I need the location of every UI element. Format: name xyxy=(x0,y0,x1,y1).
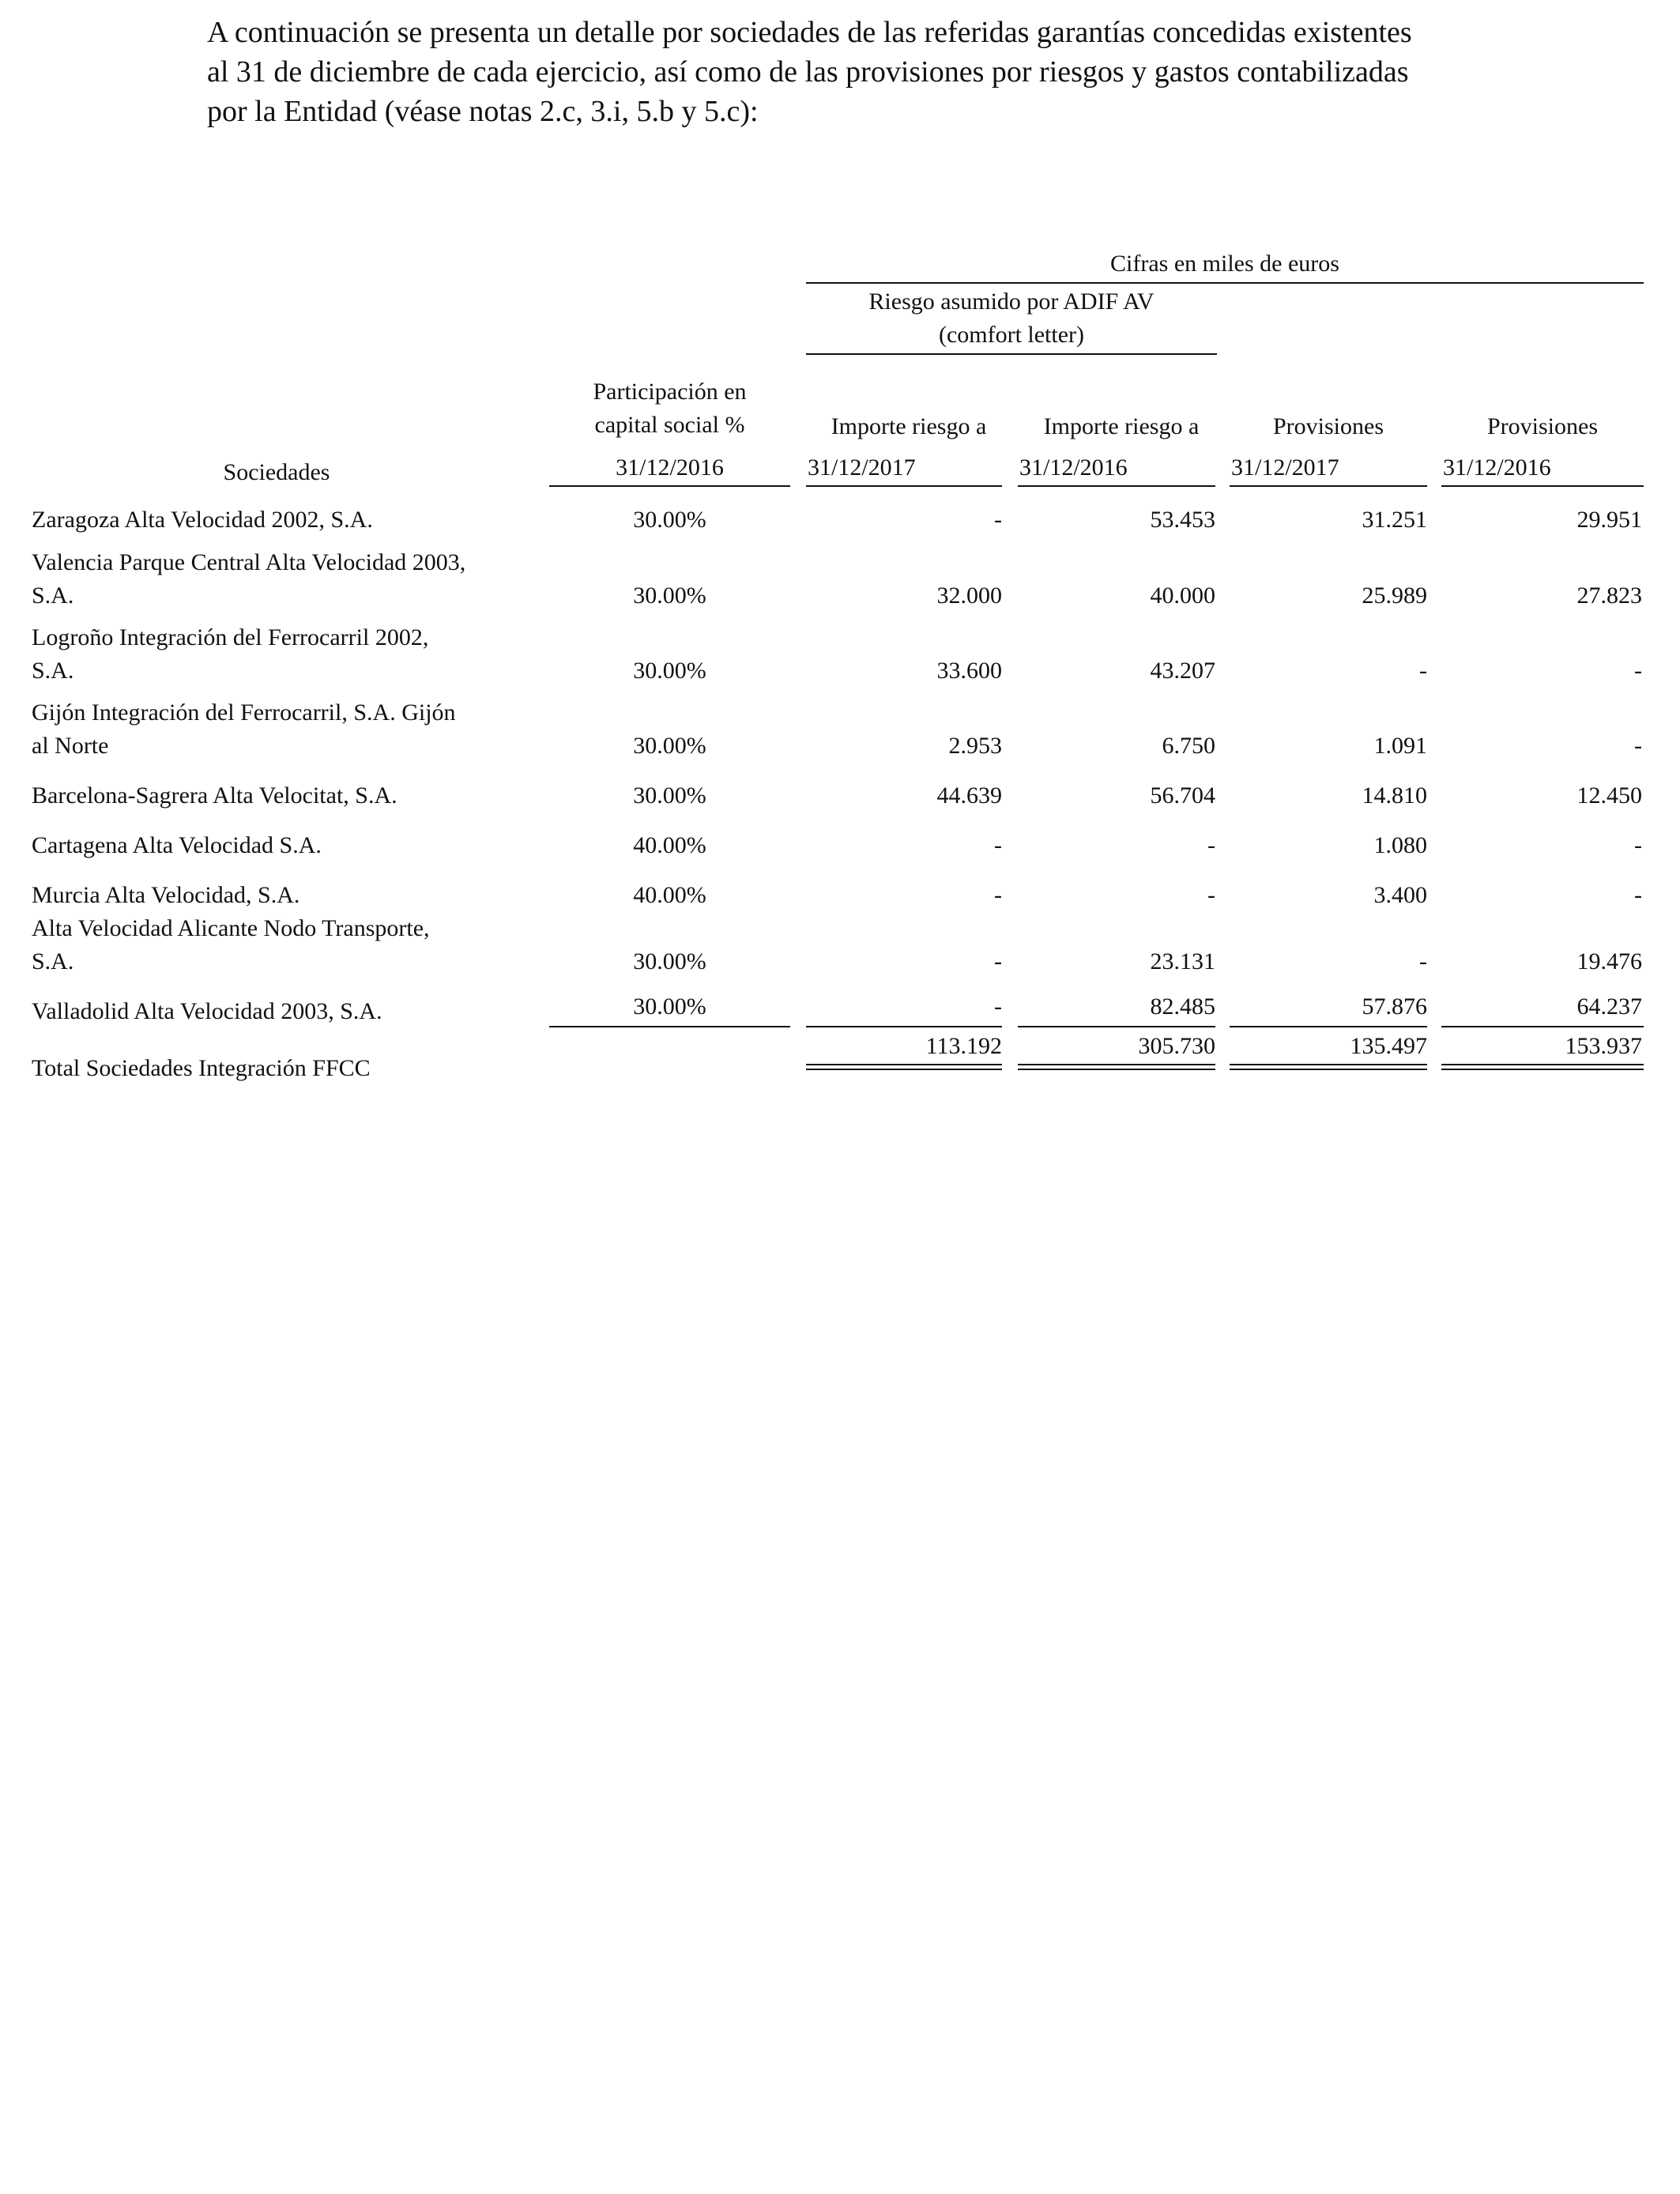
subtotal-rule xyxy=(1230,1026,1427,1027)
row-participacion: 30.00% xyxy=(633,993,706,1020)
row-prov-2016: - xyxy=(1634,658,1642,684)
header-rule xyxy=(1230,485,1427,487)
row-prov-2016: - xyxy=(1634,882,1642,908)
intro-paragraph xyxy=(207,13,1550,131)
total-double-rule xyxy=(1018,1064,1215,1070)
row-company-name-cont: al Norte xyxy=(32,733,109,759)
row-company-name-cont: S.A. xyxy=(32,658,74,684)
row-importe-2016: - xyxy=(1207,882,1215,908)
row-importe-2016: 82.485 xyxy=(1150,993,1215,1020)
header-rule xyxy=(549,485,790,487)
row-importe-2017: 32.000 xyxy=(936,582,1002,609)
col-header-prov-2016-date: 31/12/2016 xyxy=(1443,454,1551,481)
row-importe-2017: - xyxy=(994,993,1002,1020)
row-company-name: Barcelona-Sagrera Alta Velocitat, S.A. xyxy=(32,782,397,809)
row-prov-2016: - xyxy=(1634,832,1642,858)
row-importe-2017: - xyxy=(994,948,1002,974)
total-double-rule xyxy=(806,1064,1002,1070)
total-double-rule xyxy=(1230,1064,1427,1070)
row-prov-2016: 64.237 xyxy=(1576,993,1642,1020)
row-importe-2016: 23.131 xyxy=(1150,948,1215,974)
header-rule xyxy=(1441,485,1644,487)
subtotal-rule xyxy=(549,1026,790,1027)
col-header-importe-2017: Importe riesgo a xyxy=(831,413,987,439)
row-participacion: 40.00% xyxy=(633,832,706,858)
row-importe-2016: 53.453 xyxy=(1150,507,1215,533)
header-rule xyxy=(1018,485,1215,487)
units-header: Cifras en miles de euros xyxy=(1110,251,1339,277)
row-prov-2017: 25.989 xyxy=(1362,582,1427,609)
row-company-name: Logroño Integración del Ferrocarril 2002, xyxy=(32,624,429,650)
row-company-name: Zaragoza Alta Velocidad 2002, S.A. xyxy=(32,507,373,533)
col-header-prov-2017: Provisiones xyxy=(1272,413,1384,439)
row-prov-2017: 1.091 xyxy=(1373,733,1427,759)
row-importe-2016: 56.704 xyxy=(1150,782,1215,809)
row-company-name: Valladolid Alta Velocidad 2003, S.A. xyxy=(32,998,382,1024)
row-importe-2017: - xyxy=(994,882,1002,908)
risk-header-line2: (comfort letter) xyxy=(938,322,1085,348)
row-company-name-cont: S.A. xyxy=(32,582,74,609)
total-label: Total Sociedades Integración FFCC xyxy=(32,1055,371,1081)
total-prov-2016: 153.937 xyxy=(1565,1033,1642,1059)
total-double-rule xyxy=(1441,1064,1644,1070)
row-participacion: 30.00% xyxy=(633,948,706,974)
row-company-name: Murcia Alta Velocidad, S.A. xyxy=(32,882,300,908)
row-company-name: Alta Velocidad Alicante Nodo Transporte, xyxy=(32,915,430,941)
row-prov-2016: 12.450 xyxy=(1576,782,1642,809)
row-prov-2016: 27.823 xyxy=(1576,582,1642,609)
col-header-importe-2016: Importe riesgo a xyxy=(1043,413,1200,439)
col-header-prov-2016: Provisiones xyxy=(1486,413,1598,439)
col-header-participacion-line2: capital social % xyxy=(594,412,745,438)
col-header-sociedades: Sociedades xyxy=(223,459,330,485)
row-participacion: 30.00% xyxy=(633,782,706,809)
subtotal-rule xyxy=(1441,1026,1644,1027)
row-participacion: 30.00% xyxy=(633,507,706,533)
subtotal-rule xyxy=(1018,1026,1215,1027)
row-prov-2017: 57.876 xyxy=(1362,993,1427,1020)
col-header-prov-2017-date: 31/12/2017 xyxy=(1231,454,1339,481)
row-prov-2016: 19.476 xyxy=(1576,948,1642,974)
row-prov-2017: 14.810 xyxy=(1362,782,1427,809)
row-company-name: Gijón Integración del Ferrocarril, S.A. Gijón xyxy=(32,699,456,726)
subtotal-rule xyxy=(806,1026,1002,1027)
total-importe-2016: 305.730 xyxy=(1138,1033,1215,1059)
risk-header-rule xyxy=(806,353,1217,355)
row-prov-2016: - xyxy=(1634,733,1642,759)
row-company-name: Valencia Parque Central Alta Velocidad 2003, xyxy=(32,549,466,575)
intro-line: por la Entidad (véase notas 2.c, 3.i, 5.b y 5.c): xyxy=(207,95,759,128)
col-header-importe-2017-date: 31/12/2017 xyxy=(808,454,916,481)
row-prov-2016: 29.951 xyxy=(1576,507,1642,533)
row-prov-2017: - xyxy=(1419,658,1427,684)
row-importe-2016: 40.000 xyxy=(1150,582,1215,609)
total-importe-2017: 113.192 xyxy=(925,1033,1002,1059)
col-header-importe-2016-date: 31/12/2016 xyxy=(1019,454,1128,481)
row-company-name-cont: S.A. xyxy=(32,948,74,974)
row-prov-2017: - xyxy=(1419,948,1427,974)
row-prov-2017: 31.251 xyxy=(1362,507,1427,533)
row-importe-2017: - xyxy=(994,832,1002,858)
col-header-participacion-date: 31/12/2016 xyxy=(616,454,724,481)
intro-line: al 31 de diciembre de cada ejercicio, así como de las provisiones por riesgos y gastos contabilizadas xyxy=(207,55,1409,89)
row-importe-2017: 33.600 xyxy=(936,658,1002,684)
row-importe-2017: - xyxy=(994,507,1002,533)
row-importe-2017: 2.953 xyxy=(948,733,1002,759)
row-importe-2017: 44.639 xyxy=(936,782,1002,809)
row-company-name: Cartagena Alta Velocidad S.A. xyxy=(32,832,322,858)
row-participacion: 40.00% xyxy=(633,882,706,908)
header-rule xyxy=(806,485,1002,487)
row-importe-2016: 43.207 xyxy=(1150,658,1215,684)
row-prov-2017: 3.400 xyxy=(1373,882,1427,908)
row-participacion: 30.00% xyxy=(633,658,706,684)
col-header-participacion-line1: Participación en xyxy=(593,379,747,405)
intro-line: A continuación se presenta un detalle por sociedades de las referidas garantías concedidas existentes xyxy=(207,16,1412,49)
total-prov-2017: 135.497 xyxy=(1350,1033,1427,1059)
row-importe-2016: 6.750 xyxy=(1162,733,1215,759)
units-header-rule xyxy=(806,282,1644,284)
risk-header-line1: Riesgo asumido por ADIF AV xyxy=(868,288,1155,315)
row-participacion: 30.00% xyxy=(633,733,706,759)
row-importe-2016: - xyxy=(1207,832,1215,858)
row-participacion: 30.00% xyxy=(633,582,706,609)
row-prov-2017: 1.080 xyxy=(1373,832,1427,858)
